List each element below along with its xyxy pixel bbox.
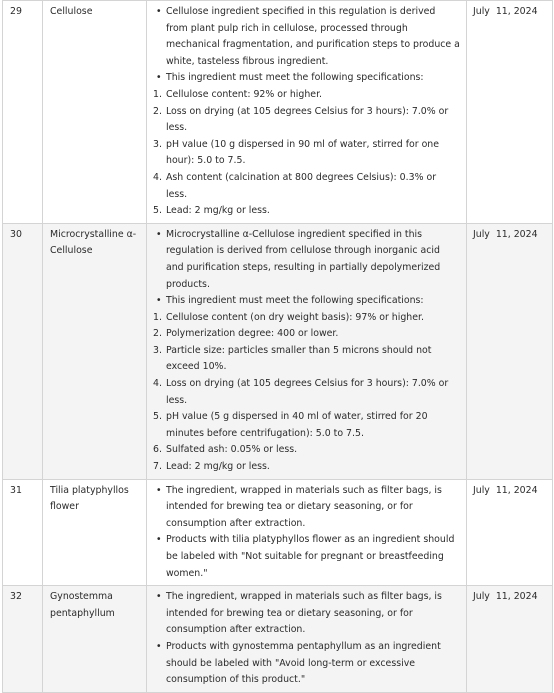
description-bullets xyxy=(153,589,460,689)
spec-text: Particle size: particles smaller than 5 microns should not exceed 10%. xyxy=(166,344,432,373)
spec-index: 4. xyxy=(153,171,162,183)
spec-item xyxy=(153,376,460,409)
row-number: 31 xyxy=(3,479,43,586)
ingredient-description xyxy=(147,223,467,479)
effective-date: July 11, 2024 xyxy=(467,1,553,224)
table-row-32 xyxy=(3,586,553,693)
table-row-30 xyxy=(3,223,553,479)
ingredient-name: Gynostemma pentaphyllum xyxy=(43,586,147,693)
spec-item xyxy=(153,442,460,459)
spec-item xyxy=(153,104,460,137)
spec-index: 7. xyxy=(153,461,162,473)
ingredient-name: Tilia platyphyllos flower xyxy=(43,479,147,586)
spec-index: 5. xyxy=(153,205,162,217)
ingredient-name: Cellulose xyxy=(43,1,147,224)
spec-item xyxy=(153,409,460,442)
spec-text: Ash content (calcination at 800 degrees Celsius): 0.3% or less. xyxy=(166,171,437,200)
row-number: 30 xyxy=(3,223,43,479)
spec-index: 2. xyxy=(153,328,162,340)
description-bullets xyxy=(153,483,460,583)
spec-text: Cellulose content (on dry weight basis): 97% or higher. xyxy=(166,311,424,323)
bullet-item: • This ingredient must meet the following specifications: xyxy=(153,293,460,310)
spec-text: Loss on drying (at 105 degrees Celsius for 3 hours): 7.0% or less. xyxy=(166,378,449,406)
ingredient-description xyxy=(147,586,467,693)
spec-text: Cellulose content: 92% or higher. xyxy=(166,88,323,100)
table-body xyxy=(3,1,553,693)
ingredient-description xyxy=(147,1,467,224)
spec-text: Polymerization degree: 400 or lower. xyxy=(166,328,339,340)
spec-index: 3. xyxy=(153,344,162,356)
bullet-item: • Microcrystalline α-Cellulose ingredient specified in this regulation is derived from cellulose through inorganic acid and purification steps, resulting in partially depolymerized products. xyxy=(153,227,460,293)
ingredient-description xyxy=(147,479,467,586)
spec-item xyxy=(153,170,460,203)
spec-item xyxy=(153,459,460,476)
spec-text: Loss on drying (at 105 degrees Celsius for 3 hours): 7.0% or less. xyxy=(166,105,449,134)
spec-index: 5. xyxy=(153,411,162,423)
spec-index: 1. xyxy=(153,88,162,100)
spec-text: Lead: 2 mg/kg or less. xyxy=(166,205,270,217)
specification-list xyxy=(153,87,460,220)
spec-index: 6. xyxy=(153,444,162,456)
description-bullets xyxy=(153,227,460,310)
spec-text: pH value (5 g dispersed in 40 ml of water, stirred for 20 minutes before centrifugation): 5.0 to 7.5. xyxy=(166,411,428,439)
spec-index: 4. xyxy=(153,378,162,390)
bullet-item: • The ingredient, wrapped in materials such as filter bags, is intended for brewing tea or dietary seasoning, or for consumption after extraction. xyxy=(153,589,460,639)
specification-list xyxy=(153,310,460,476)
bullet-item: • The ingredient, wrapped in materials such as filter bags, is intended for brewing tea or dietary seasoning, or for consumption after extraction. xyxy=(153,483,460,533)
table-row-31 xyxy=(3,479,553,586)
ingredients-table xyxy=(2,0,553,693)
spec-item xyxy=(153,203,460,220)
spec-item xyxy=(153,310,460,327)
effective-date: July 11, 2024 xyxy=(467,479,553,586)
spec-index: 1. xyxy=(153,311,162,323)
spec-text: pH value (10 g dispersed in 90 ml of water, stirred for one hour): 5.0 to 7.5. xyxy=(166,138,440,167)
row-number: 32 xyxy=(3,586,43,693)
spec-item xyxy=(153,343,460,376)
bullet-item: • Products with gynostemma pentaphyllum as an ingredient should be labeled with "Avoid long-term or excessive consumption of this product." xyxy=(153,639,460,689)
spec-text: Lead: 2 mg/kg or less. xyxy=(166,461,270,473)
spec-text: Sulfated ash: 0.05% or less. xyxy=(166,444,298,456)
effective-date: July 11, 2024 xyxy=(467,586,553,693)
spec-item xyxy=(153,87,460,104)
effective-date: July 11, 2024 xyxy=(467,223,553,479)
spec-item xyxy=(153,137,460,170)
spec-index: 3. xyxy=(153,138,162,150)
table-row-29 xyxy=(3,1,553,224)
bullet-item: • Cellulose ingredient specified in this regulation is derived from plant pulp rich in cellulose, processed through mechanical fragmentation, and purification steps to produce a white, tasteless fibrous ingredient. xyxy=(153,4,460,70)
spec-item xyxy=(153,326,460,343)
bullet-item: • Products with tilia platyphyllos flower as an ingredient should be labeled with "Not suitable for pregnant or breastfeeding women." xyxy=(153,532,460,582)
bullet-item: • This ingredient must meet the following specifications: xyxy=(153,70,460,87)
spec-index: 2. xyxy=(153,105,162,117)
description-bullets xyxy=(153,4,460,87)
row-number: 29 xyxy=(3,1,43,224)
ingredient-name: Microcrystalline α-Cellulose xyxy=(43,223,147,479)
